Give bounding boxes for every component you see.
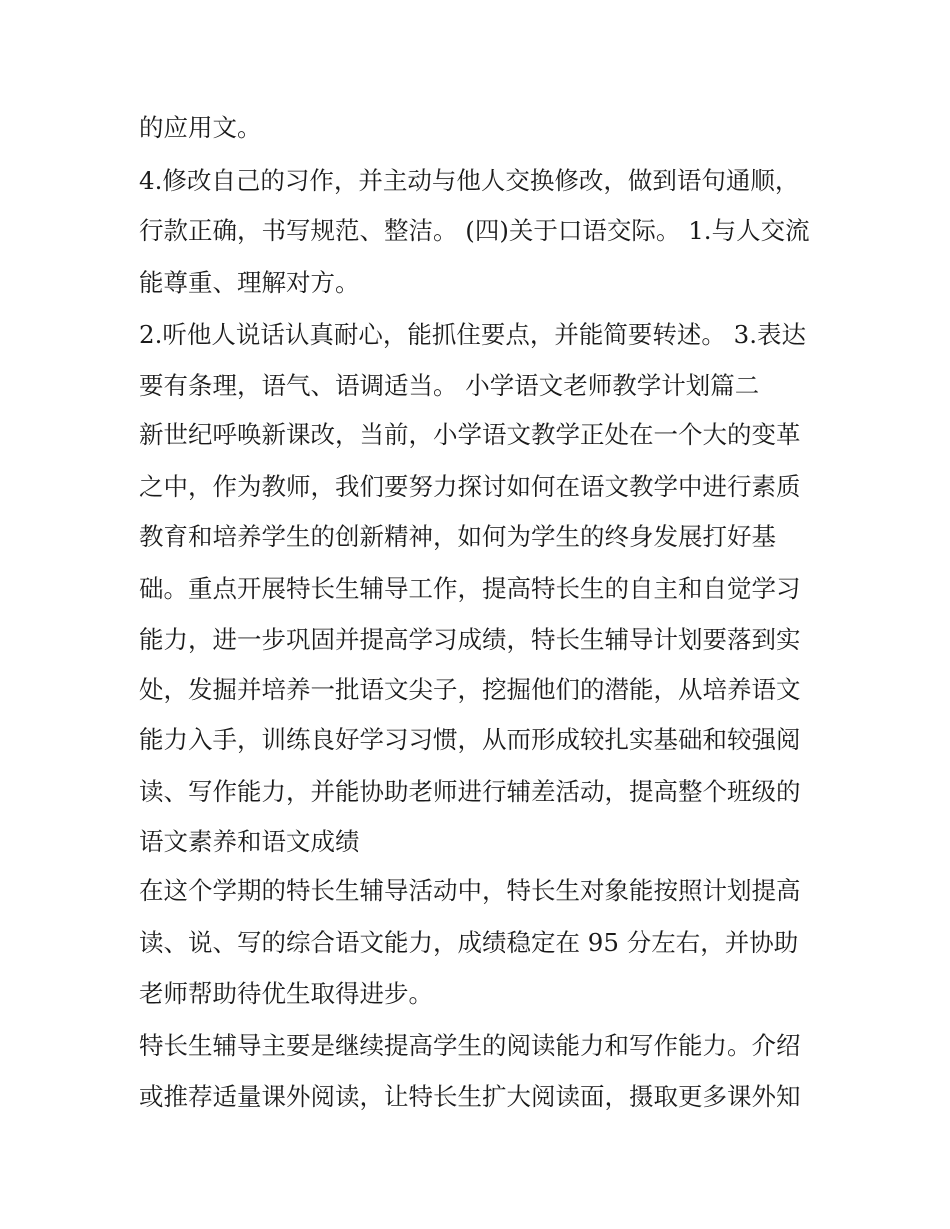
text-line: 础。重点开展特长生辅导工作，提高特长生的自主和自觉学习: [139, 574, 801, 603]
text-line: 4.修改自己的习作，并主动与他人交换修改，做到语句通顺，: [139, 166, 800, 195]
text-line: 新世纪呼唤新课改，当前，小学语文教学正处在一个大的变革: [139, 420, 801, 449]
text-line: 教育和培养学生的创新精神，如何为学生的终身发展打好基: [139, 522, 776, 551]
text-line: 语文素养和语文成绩: [139, 827, 360, 856]
text-line: 之中，作为教师，我们要努力探讨如何在语文教学中进行素质: [139, 472, 801, 501]
text-line: 读、写作能力，并能协助老师进行辅差活动，提高整个班级的: [139, 777, 801, 806]
text-line: 在这个学期的特长生辅导活动中，特长生对象能按照计划提高: [139, 876, 801, 905]
text-line: 特长生辅导主要是继续提高学生的阅读能力和写作能力。介绍: [139, 1031, 801, 1060]
text-line: 老师帮助待优生取得进步。: [139, 979, 433, 1008]
text-line: 能力，进一步巩固并提高学习成绩，特长生辅导计划要落到实: [139, 625, 801, 654]
text-line: 2.听他人说话认真耐心，能抓住要点，并能简要转述。 3.表达: [139, 320, 807, 349]
text-line: 或推荐适量课外阅读，让特长生扩大阅读面，摄取更多课外知: [139, 1082, 801, 1111]
text-line: 处，发掘并培养一批语文尖子，挖掘他们的潜能，从培养语文: [139, 675, 801, 704]
text-line: 行款正确，书写规范、整洁。 (四)关于口语交际。 1.与人交流: [139, 216, 810, 245]
text-line: 能尊重、理解对方。: [139, 268, 360, 297]
text-line: 读、说、写的综合语文能力，成绩稳定在 95 分左右，并协助: [139, 928, 799, 957]
text-line: 要有条理，语气、语调适当。 小学语文老师教学计划篇二: [139, 371, 760, 400]
text-line: 的应用文。: [139, 113, 262, 142]
text-line: 能力入手，训练良好学习习惯，从而形成较扎实基础和较强阅: [139, 725, 801, 754]
